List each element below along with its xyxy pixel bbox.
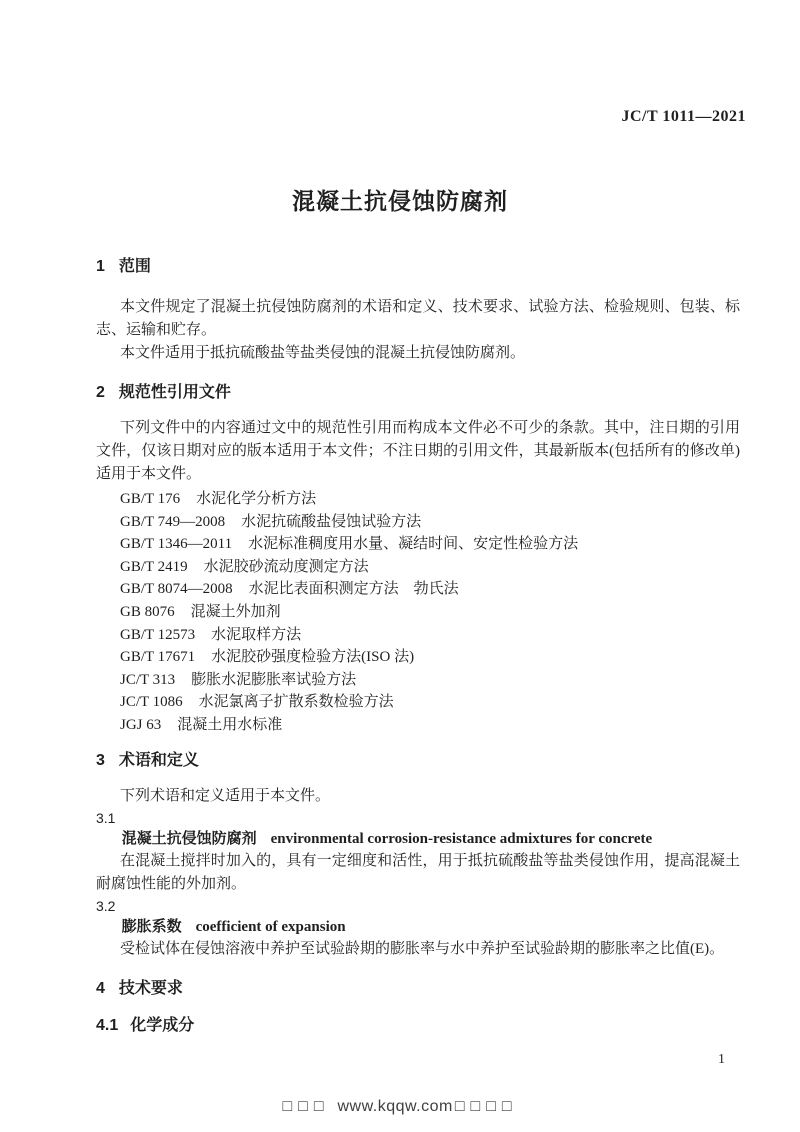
section-4-number: 4: [96, 979, 105, 997]
watermark-boxes-left: □□□: [282, 1098, 330, 1115]
section-4-1-heading: [96, 1016, 740, 1036]
section-3-number: 3: [96, 751, 105, 769]
term-title-line: [122, 828, 740, 850]
term-title-line: [122, 916, 740, 938]
reference-name: 水泥比表面积测定方法 勃氏法: [248, 581, 459, 598]
section-4-title: 技术要求: [118, 979, 183, 997]
footer-watermark: [0, 1098, 800, 1116]
reference-item: [120, 624, 740, 647]
reference-list: [96, 488, 740, 737]
reference-code: GB/T 17671: [120, 649, 196, 666]
reference-code: GB/T 8074—2008: [120, 581, 233, 598]
terms-intro: 下列术语和定义适用于本文件。: [120, 787, 331, 804]
section-2-title: 规范性引用文件: [118, 384, 231, 401]
section-4-heading: [96, 979, 740, 999]
page-number: 1: [718, 1052, 725, 1067]
reference-code: GB/T 2419: [120, 558, 188, 575]
reference-code: JC/T 313: [120, 671, 176, 688]
reference-item: [120, 714, 740, 737]
reference-name: 膨胀水泥膨胀率试验方法: [191, 671, 357, 688]
term-english: coefficient of expansion: [195, 918, 346, 935]
term-number: 3.1: [96, 809, 116, 826]
reference-name: 水泥取样方法: [211, 626, 302, 643]
reference-code: GB/T 749—2008: [120, 513, 226, 530]
reference-item: [120, 646, 740, 669]
reference-name: 水泥胶砂流动度测定方法: [203, 558, 369, 575]
reference-item: [120, 691, 740, 714]
term-number: 3.2: [96, 897, 116, 914]
section-1-heading: [96, 257, 740, 277]
term-chinese: 膨胀系数: [121, 917, 182, 935]
section-1-title: 范围: [118, 258, 151, 275]
section-2-number: 2: [96, 384, 105, 401]
section-2-heading: [96, 383, 740, 403]
section-1-number: 1: [96, 258, 105, 275]
reference-name: 水泥标准稠度用水量、凝结时间、安定性检验方法: [248, 536, 579, 553]
reference-code: JC/T 1086: [120, 694, 183, 711]
reference-name: 水泥氯离子扩散系数检验方法: [198, 694, 394, 711]
reference-item: [120, 511, 740, 534]
reference-name: 水泥胶砂强度检验方法(ISO 法): [211, 649, 415, 666]
term-entry-3-2: [96, 896, 740, 961]
reference-name: 混凝土用水标准: [177, 716, 283, 733]
reference-code: GB/T 12573: [120, 626, 196, 643]
watermark-boxes-right: □□□□: [454, 1098, 518, 1115]
reference-item: [120, 556, 740, 579]
section-3-heading: [96, 751, 740, 771]
references-intro: 下列文件中的内容通过文中的规范性引用而构成本文件必不可少的条款。其中，注日期的引用文件，仅该日期对应的版本适用于本文件；不注日期的引用文件，其最新版本(包括所有的修改单)适用于本文件。: [96, 420, 740, 482]
section-4-1-number: 4.1: [96, 1016, 119, 1034]
term-definition: 在混凝土搅拌时加入的，具有一定细度和活性，用于抵抗硫酸盐等盐类侵蚀作用，提高混凝土耐腐蚀性能的外加剂。: [96, 852, 740, 892]
section-4-1-title: 化学成分: [130, 1016, 195, 1034]
scope-paragraph-2: 本文件适用于抵抗硫酸盐等盐类侵蚀的混凝土抗侵蚀防腐剂。: [120, 345, 526, 361]
document-body: [96, 252, 740, 1036]
reference-code: GB 8076: [120, 603, 175, 620]
reference-item: [120, 669, 740, 692]
reference-name: 水泥抗硫酸盐侵蚀试验方法: [241, 513, 422, 530]
standard-code: JC/T 1011—2021: [621, 108, 746, 125]
term-english: environmental corrosion-resistance admixtures for concrete: [270, 830, 653, 847]
reference-item: [120, 601, 740, 624]
document-title: 混凝土抗侵蚀防腐剂: [292, 188, 508, 214]
reference-item: [120, 533, 740, 556]
term-chinese: 混凝土抗侵蚀防腐剂: [121, 829, 257, 847]
reference-code: JGJ 63: [120, 716, 162, 733]
section-3-title: 术语和定义: [118, 751, 199, 769]
reference-item: [120, 578, 740, 601]
watermark-site-url: www.kqqw.com: [337, 1098, 453, 1115]
term-entry-3-1: [96, 808, 740, 896]
reference-name: 水泥化学分析方法: [196, 491, 317, 507]
reference-code: GB/T 176: [120, 491, 181, 507]
reference-code: GB/T 1346—2011: [120, 536, 233, 553]
reference-name: 混凝土外加剂: [190, 603, 281, 620]
term-definition: 受检试体在侵蚀溶液中养护至试验龄期的膨胀率与水中养护至试验龄期的膨胀率之比值(E)。: [120, 940, 725, 957]
scope-paragraph-1: 本文件规定了混凝土抗侵蚀防腐剂的术语和定义、技术要求、试验方法、检验规则、包装、标志、运输和贮存。: [96, 299, 740, 338]
reference-item: [120, 488, 740, 511]
